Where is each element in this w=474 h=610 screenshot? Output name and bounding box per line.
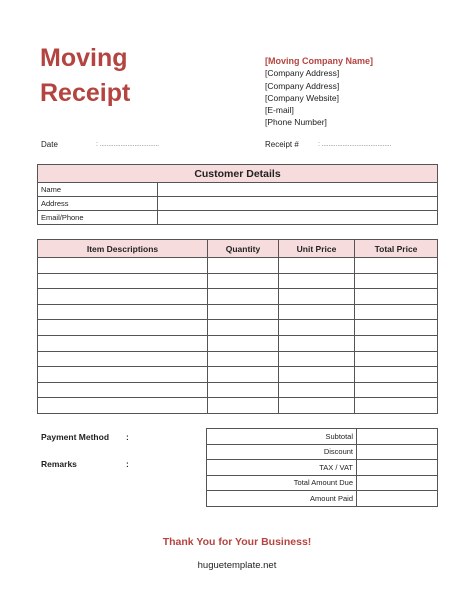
total-price-cell[interactable]	[355, 351, 438, 367]
receipt-number-label: Receipt #	[265, 140, 299, 149]
total-price-cell[interactable]	[355, 398, 438, 414]
unit-price-cell[interactable]	[279, 367, 355, 383]
unit-price-cell[interactable]	[279, 382, 355, 398]
unit-price-cell[interactable]	[279, 320, 355, 336]
unit-price-cell[interactable]	[279, 258, 355, 274]
item-row	[38, 367, 438, 383]
quantity-cell[interactable]	[208, 304, 279, 320]
item-description-cell[interactable]	[38, 382, 208, 398]
total-price-cell[interactable]	[355, 367, 438, 383]
unit-price-cell[interactable]	[279, 335, 355, 351]
customer-address-label: Address	[38, 197, 158, 211]
total-price-cell[interactable]	[355, 320, 438, 336]
remarks-colon: :	[126, 459, 129, 469]
item-description-cell[interactable]	[38, 273, 208, 289]
quantity-cell[interactable]	[208, 320, 279, 336]
amount-paid-label: Amount Paid	[207, 491, 357, 507]
amount-paid-field[interactable]	[357, 491, 438, 507]
payment-method-label: Payment Method	[41, 432, 110, 442]
date-field[interactable]: : ..................................	[96, 141, 159, 148]
total-price-cell[interactable]	[355, 382, 438, 398]
total-price-cell[interactable]	[355, 304, 438, 320]
quantity-cell[interactable]	[208, 398, 279, 414]
discount-label: Discount	[207, 444, 357, 460]
total-price-cell[interactable]	[355, 289, 438, 305]
customer-details-table	[37, 164, 438, 225]
customer-details-header: Customer Details	[38, 165, 438, 183]
subtotal-label: Subtotal	[207, 429, 357, 445]
item-description-cell[interactable]	[38, 398, 208, 414]
customer-name-field[interactable]	[158, 183, 438, 197]
company-address-1[interactable]: [Company Address]	[265, 68, 340, 79]
unit-price-header: Unit Price	[279, 240, 355, 258]
item-row	[38, 304, 438, 320]
item-row	[38, 320, 438, 336]
total-price-header: Total Price	[355, 240, 438, 258]
unit-price-cell[interactable]	[279, 351, 355, 367]
unit-price-cell[interactable]	[279, 398, 355, 414]
total-amount-due-label: Total Amount Due	[207, 475, 357, 491]
unit-price-cell[interactable]	[279, 273, 355, 289]
subtotal-field[interactable]	[357, 429, 438, 445]
quantity-header: Quantity	[208, 240, 279, 258]
receipt-number-field[interactable]: : ........................................	[318, 141, 392, 148]
remarks-label: Remarks	[41, 459, 77, 469]
footer-website: huguetemplate.net	[197, 560, 277, 571]
date-label: Date	[41, 140, 58, 149]
item-description-cell[interactable]	[38, 320, 208, 336]
quantity-cell[interactable]	[208, 367, 279, 383]
company-address-2[interactable]: [Company Address]	[265, 80, 340, 91]
item-row	[38, 335, 438, 351]
item-row	[38, 398, 438, 414]
total-price-cell[interactable]	[355, 273, 438, 289]
company-email[interactable]: [E-mail]	[265, 105, 294, 116]
company-info	[265, 55, 373, 129]
item-description-cell[interactable]	[38, 304, 208, 320]
items-table	[37, 239, 438, 414]
item-description-cell[interactable]	[38, 335, 208, 351]
item-row	[38, 382, 438, 398]
item-description-cell[interactable]	[38, 289, 208, 305]
item-row	[38, 258, 438, 274]
item-description-cell[interactable]	[38, 367, 208, 383]
customer-address-field[interactable]	[158, 197, 438, 211]
quantity-cell[interactable]	[208, 351, 279, 367]
tax-vat-field[interactable]	[357, 460, 438, 476]
total-price-cell[interactable]	[355, 335, 438, 351]
customer-email-phone-field[interactable]	[158, 211, 438, 225]
total-amount-due-field[interactable]	[357, 475, 438, 491]
item-description-cell[interactable]	[38, 351, 208, 367]
company-website[interactable]: [Company Website]	[265, 92, 340, 103]
item-row	[38, 351, 438, 367]
customer-name-label: Name	[38, 183, 158, 197]
quantity-cell[interactable]	[208, 382, 279, 398]
quantity-cell[interactable]	[208, 258, 279, 274]
quantity-cell[interactable]	[208, 273, 279, 289]
company-phone[interactable]: [Phone Number]	[265, 117, 327, 128]
receipt-title-line2: Receipt	[40, 79, 131, 107]
receipt-title-line1: Moving	[40, 44, 128, 72]
item-description-header: Item Descriptions	[38, 240, 208, 258]
item-row	[38, 273, 438, 289]
unit-price-cell[interactable]	[279, 304, 355, 320]
company-name[interactable]: [Moving Company Name]	[265, 56, 374, 66]
quantity-cell[interactable]	[208, 335, 279, 351]
total-price-cell[interactable]	[355, 258, 438, 274]
quantity-cell[interactable]	[208, 289, 279, 305]
item-description-cell[interactable]	[38, 258, 208, 274]
unit-price-cell[interactable]	[279, 289, 355, 305]
payment-method-colon: :	[126, 432, 129, 442]
item-row	[38, 289, 438, 305]
totals-table	[206, 428, 438, 507]
customer-email-phone-label: Email/Phone	[38, 211, 158, 225]
thank-you-message: Thank You for Your Business!	[162, 536, 312, 548]
tax-vat-label: TAX / VAT	[207, 460, 357, 476]
discount-field[interactable]	[357, 444, 438, 460]
